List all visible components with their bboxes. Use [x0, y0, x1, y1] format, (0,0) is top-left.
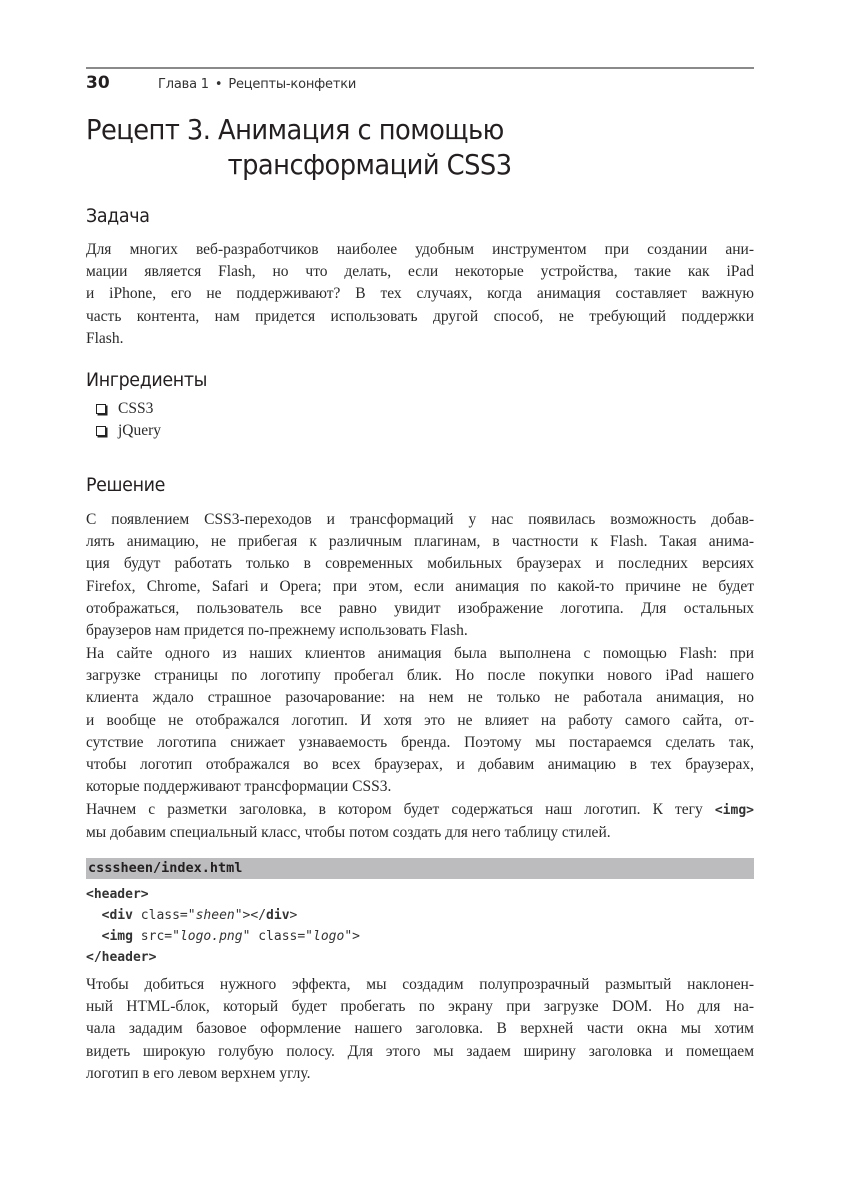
code-token: <img	[101, 929, 133, 944]
text-line: ный HTML-блок, который будет пробегать по экрану при загрузке DOM. Но для на-	[86, 998, 754, 1016]
text-line: ция будут работать только в современных мобильных браузерах и последних версиях	[86, 555, 754, 573]
code-indent	[86, 908, 102, 923]
solution-paragraph-1	[86, 509, 754, 642]
section-heading-task: Задача	[86, 205, 150, 227]
code-listing-caption: csssheen/index.html	[86, 858, 754, 879]
text-line: На сайте одного из наших клиентов анимация была выполнена с помощью Flash: при	[86, 645, 754, 662]
text-line: Firefox, Chrome, Safari и Opera; при этом, если анимация по какой-то причине не будет	[86, 577, 754, 595]
checkbox-bullet-icon	[96, 426, 106, 436]
text-line	[86, 799, 754, 822]
code-token: logo	[313, 929, 345, 944]
code-token: >	[289, 908, 298, 923]
text-line: сутствие логотипа снижает узнаваемость бренда. Поэтому мы постараемся сделать так,	[86, 733, 754, 751]
text-line: мы добавим специальный класс, чтобы потом создать для него таблицу стилей.	[86, 824, 611, 842]
solution-paragraph-4	[86, 974, 754, 1085]
bullet-separator: •	[214, 77, 223, 92]
ingredient-label: CSS3	[118, 400, 154, 417]
text-line: которые поддерживают трансформации CSS3.	[86, 778, 392, 796]
text-line: клиента ждало страшное разочарование: на нем не только не работала анимация, но	[86, 689, 754, 707]
code-token: "></	[234, 908, 267, 923]
text-line: чала зададим базовое оформление нашего заголовка. В верхней части окна мы хотим	[86, 1020, 754, 1038]
ingredient-label: jQuery	[118, 422, 162, 439]
code-token: <header>	[86, 887, 149, 902]
code-token: sheen	[195, 908, 235, 923]
text-line: Чтобы добиться нужного эффекта, мы создадим полупрозрачный размытый наклонен-	[86, 976, 754, 993]
header-rule	[86, 67, 754, 69]
text-line: и вообще не отображался логотип. И хотя это не влияет на работу самого сайта, от-	[86, 711, 754, 729]
code-listing	[86, 884, 360, 968]
checkbox-bullet-icon	[96, 404, 106, 414]
text-line: отображаться, пользователь все равно увидит изображение логотипа. Для остальных	[86, 599, 754, 617]
inline-code-img: <img>	[714, 803, 754, 818]
recipe-title-line1: Рецепт 3. Анимация с помощью	[86, 113, 504, 146]
code-token: </header>	[86, 950, 157, 965]
ingredients-list	[96, 398, 161, 442]
chapter-title: Рецепты-конфетки	[228, 77, 357, 92]
text-line: браузеров нам придется по-прежнему использовать Flash.	[86, 622, 468, 640]
recipe-title-line2: трансформаций CSS3	[227, 148, 512, 181]
chapter-number: Глава 1	[158, 77, 209, 92]
section-heading-ingredients: Ингредиенты	[86, 369, 208, 391]
code-token: " class="	[242, 929, 314, 944]
text-line: Flash.	[86, 329, 124, 347]
text-line: чтобы логотип отображался во всех браузерах, и добавим анимацию в тех браузерах,	[86, 756, 754, 774]
text-line: часть контента, нам придется использовать другой способ, не требующий поддержки	[86, 307, 754, 325]
text-line: мации является Flash, но что делать, если некоторые устройства, такие как iPad	[86, 263, 754, 281]
text-line: загрузке страницы по логотипу пробегал блик. Но после покупки нового iPad нашего	[86, 667, 754, 685]
text-line: логотип в его левом верхнем углу.	[86, 1064, 311, 1082]
recipe-title	[86, 112, 512, 182]
solution-paragraph-3	[86, 799, 754, 844]
code-token: class="	[132, 908, 196, 923]
page-number: 30	[86, 73, 110, 93]
list-item	[96, 420, 161, 442]
chapter-label	[158, 77, 356, 92]
code-indent	[86, 929, 102, 944]
task-paragraph	[86, 239, 754, 350]
solution-paragraph-2	[86, 643, 754, 798]
list-item	[96, 398, 161, 420]
code-token: <div	[101, 908, 133, 923]
code-token: src="	[132, 929, 180, 944]
text-line: Для многих веб-разработчиков наиболее удобным инструментом при создании ани-	[86, 241, 754, 258]
code-token: logo.png	[179, 929, 243, 944]
code-token: ">	[344, 929, 360, 944]
running-head	[86, 73, 356, 95]
text-line: и iPhone, его не поддерживают? В тех случаях, когда анимация составляет важную	[86, 285, 754, 303]
text-fragment: Начнем с разметки заголовка, в котором будет содержаться наш логотип. К тегу	[86, 801, 715, 818]
text-line: С появлением CSS3-переходов и трансформаций у нас появилась возможность добав-	[86, 511, 754, 528]
text-line: видеть широкую голубую полосу. Для этого мы задаем ширину заголовка и помещаем	[86, 1042, 754, 1060]
text-line: лять анимацию, не прибегая к различным плагинам, в частности к Flash. Такая анима-	[86, 533, 754, 551]
section-heading-solution: Решение	[86, 474, 166, 496]
code-token: div	[266, 908, 290, 923]
